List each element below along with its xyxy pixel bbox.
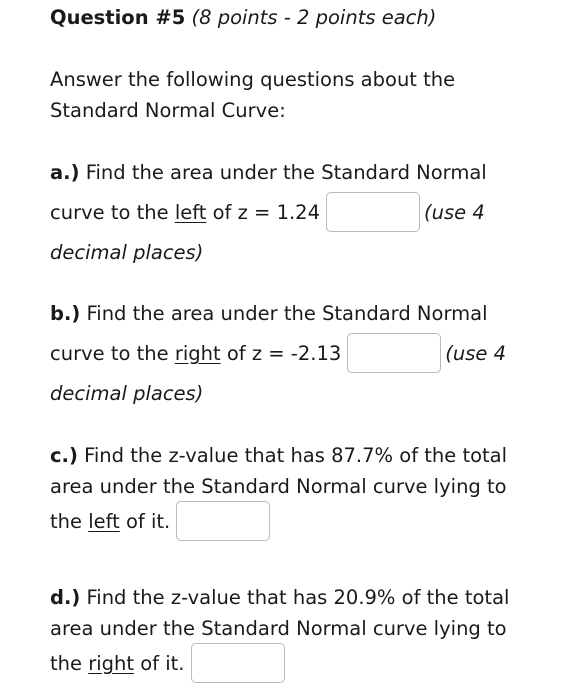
part-d-line-1	[50, 582, 570, 613]
part-d-post: of it.	[134, 652, 185, 675]
points-note: (8 points - 2 points each)	[191, 6, 437, 29]
part-d-prompt: Find the z-value that has 20.9% of the total	[86, 586, 510, 609]
part-d-pre: the	[50, 652, 89, 675]
intro-line-1: Answer the following questions about the	[50, 68, 456, 91]
part-b-direction: right	[174, 342, 221, 365]
part-b	[50, 294, 570, 414]
part-c-label: c.)	[50, 444, 78, 467]
part-c-line-2	[50, 471, 570, 502]
part-a-line-2	[50, 193, 570, 233]
part-b-hint-cont: decimal places)	[50, 382, 204, 405]
part-c-post: of it.	[119, 510, 171, 533]
part-c-pre: the	[50, 510, 89, 533]
part-b-pre: curve to the	[50, 342, 175, 365]
part-d-label: d.)	[50, 586, 81, 609]
part-d-direction: right	[88, 652, 135, 675]
intro-line-2: Standard Normal Curve:	[50, 99, 286, 122]
part-a-hint-cont: decimal places)	[50, 241, 204, 264]
part-b-answer-input[interactable]	[347, 333, 441, 373]
part-c-prompt-cont: area under the Standard Normal curve lying to	[50, 475, 507, 498]
part-d-line-2	[50, 613, 570, 644]
part-b-line-2	[50, 334, 570, 374]
part-b-post: of z = -2.13	[220, 342, 342, 365]
question-number: Question #5	[50, 6, 186, 29]
part-b-prompt: Find the area under the Standard Normal	[86, 302, 488, 325]
part-c	[50, 440, 570, 542]
part-a-line-1	[50, 153, 570, 193]
question-intro	[50, 64, 570, 126]
part-c-line-1	[50, 440, 570, 471]
part-b-line-3	[50, 374, 570, 414]
part-b-label: b.)	[50, 302, 81, 325]
part-a-label: a.)	[50, 161, 80, 184]
part-a-hint: (use 4	[424, 201, 485, 224]
part-a-answer-input[interactable]	[326, 192, 420, 232]
part-a-post: of z = 1.24	[206, 201, 320, 224]
part-d	[50, 582, 570, 684]
part-c-answer-input[interactable]	[176, 501, 270, 541]
part-b-line-1	[50, 294, 570, 334]
part-b-hint: (use 4	[445, 342, 506, 365]
part-d-prompt-cont: area under the Standard Normal curve lying to	[50, 617, 507, 640]
part-c-direction: left	[88, 510, 120, 533]
part-d-answer-input[interactable]	[191, 643, 285, 683]
part-a-line-3	[50, 233, 570, 273]
part-a	[50, 153, 570, 273]
part-c-line-3	[50, 502, 570, 542]
part-d-line-3	[50, 644, 570, 684]
part-a-direction: left	[174, 201, 207, 224]
question-title	[50, 4, 436, 32]
part-a-pre: curve to the	[50, 201, 175, 224]
part-a-prompt: Find the area under the Standard Normal	[85, 161, 487, 184]
part-c-prompt: Find the z-value that has 87.7% of the total	[84, 444, 508, 467]
